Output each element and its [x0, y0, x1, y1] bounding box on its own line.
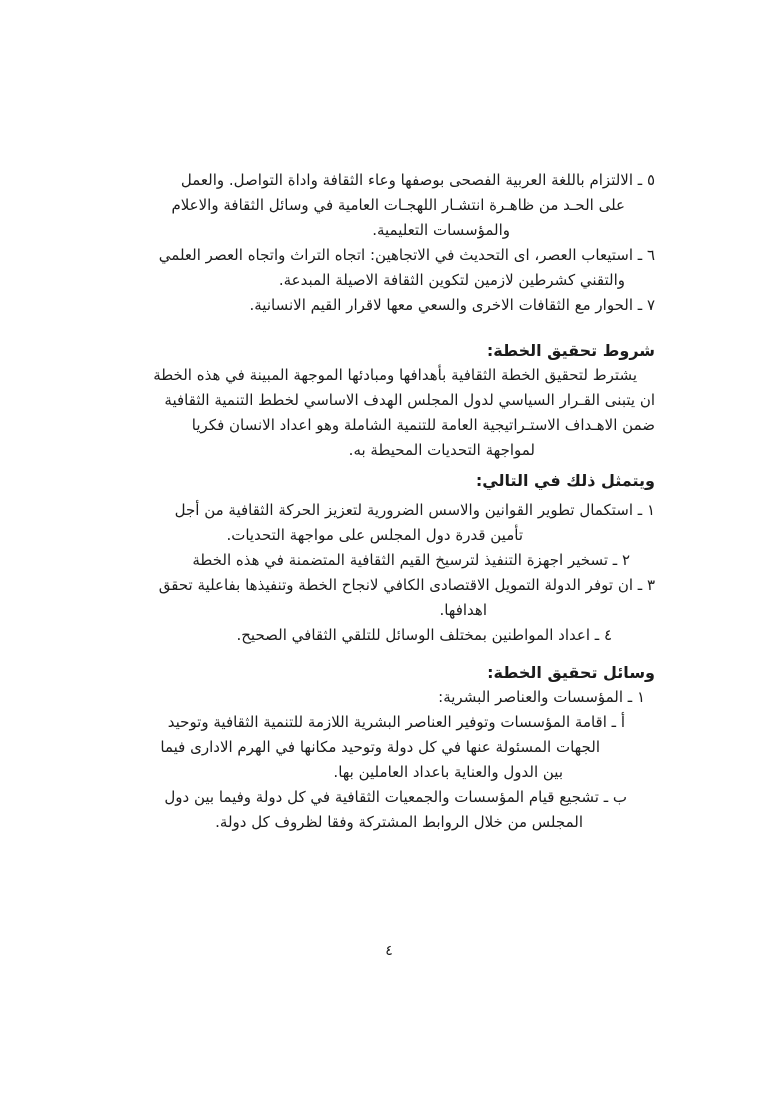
section-conditions [120, 338, 655, 463]
text-line: ان يتبنى القـرار السياسي لدول المجلس الهدف الاساسي لخطط التنمية الثقافية [164, 391, 655, 409]
text-line: ٣ ـ ان توفر الدولة التمويل الاقتصادى الكافي لانجاح الخطة وتنفيذها بفاعلية تحقق [158, 576, 655, 594]
section-heading-conditions: شروط تحقيق الخطة: [486, 341, 655, 360]
continued-list [120, 168, 655, 318]
text-line: ٤ ـ اعداد المواطنين بمختلف الوسائل للتلقي الثقافي الصحيح. [236, 626, 612, 644]
text-line: والمؤسسات التعليمية. [372, 221, 510, 239]
text-line: لمواجهة التحديات المحيطة به. [348, 441, 535, 459]
text-line: ٧ ـ الحوار مع الثقافات الاخرى والسعي معها لاقرار القيم الانسانية. [249, 296, 655, 314]
section-heading-details: ويتمثل ذلك في التالي: [475, 471, 655, 490]
text-line: ب ـ تشجيع قيام المؤسسات والجمعيات الثقافية في كل دولة وفيما بين دول [164, 788, 627, 806]
text-line: ٢ ـ تسخير اجهزة التنفيذ لترسيخ القيم الثقافية المتضمنة في هذه الخطة [192, 551, 630, 569]
text-line: ٦ ـ استيعاب العصر، اى التحديث في الاتجاهين: اتجاه التراث واتجاه العصر العلمي [158, 246, 655, 264]
section-details [120, 468, 655, 648]
section-heading-means: وسائل تحقيق الخطة: [487, 663, 655, 682]
text-line: والتقني كشرطين لازمين لتكوين الثقافة الاصيلة المبدعة. [278, 271, 625, 289]
text-line: أ ـ اقامة المؤسسات وتوفير العناصر البشرية اللازمة للتنمية الثقافية وتوحيد [167, 713, 625, 731]
text-line: ١ ـ استكمال تطوير القوانين والاسس الضرورية لتعزيز الحركة الثقافية من أجل [174, 501, 655, 519]
text-line: ١ ـ المؤسسات والعناصر البشرية: [438, 688, 645, 706]
text-line: الجهات المسئولة عنها في كل دولة وتوحيد مكانها في الهرم الادارى فيما [160, 738, 600, 756]
section-means [120, 660, 655, 835]
text-line: تأمين قدرة دول المجلس على مواجهة التحديات. [226, 526, 523, 544]
page-number: ٤ [385, 943, 393, 959]
text-line: بين الدول والعناية باعداد العاملين بها. [333, 763, 563, 781]
text-line: ضمن الاهـداف الاستـراتيجية العامة للتنمية الشاملة وهو اعداد الانسان فكريا [191, 416, 655, 434]
text-line: ٥ ـ الالتزام باللغة العربية الفصحى بوصفها وعاء الثقافة واداة التواصل. والعمل [180, 171, 655, 189]
text-line: المجلس من خلال الروابط المشتركة وفقا لظروف كل دولة. [215, 813, 583, 831]
text-line: على الحـد من ظاهـرة انتشـار اللهجـات العامية في وسائل الثقافة والاعلام [171, 196, 625, 214]
text-line: يشترط لتحقيق الخطة الثقافية بأهدافها ومبادئها الموجهة المبينة في هذه الخطة [153, 366, 637, 384]
text-block [120, 168, 655, 835]
text-line: اهدافها. [439, 601, 487, 619]
